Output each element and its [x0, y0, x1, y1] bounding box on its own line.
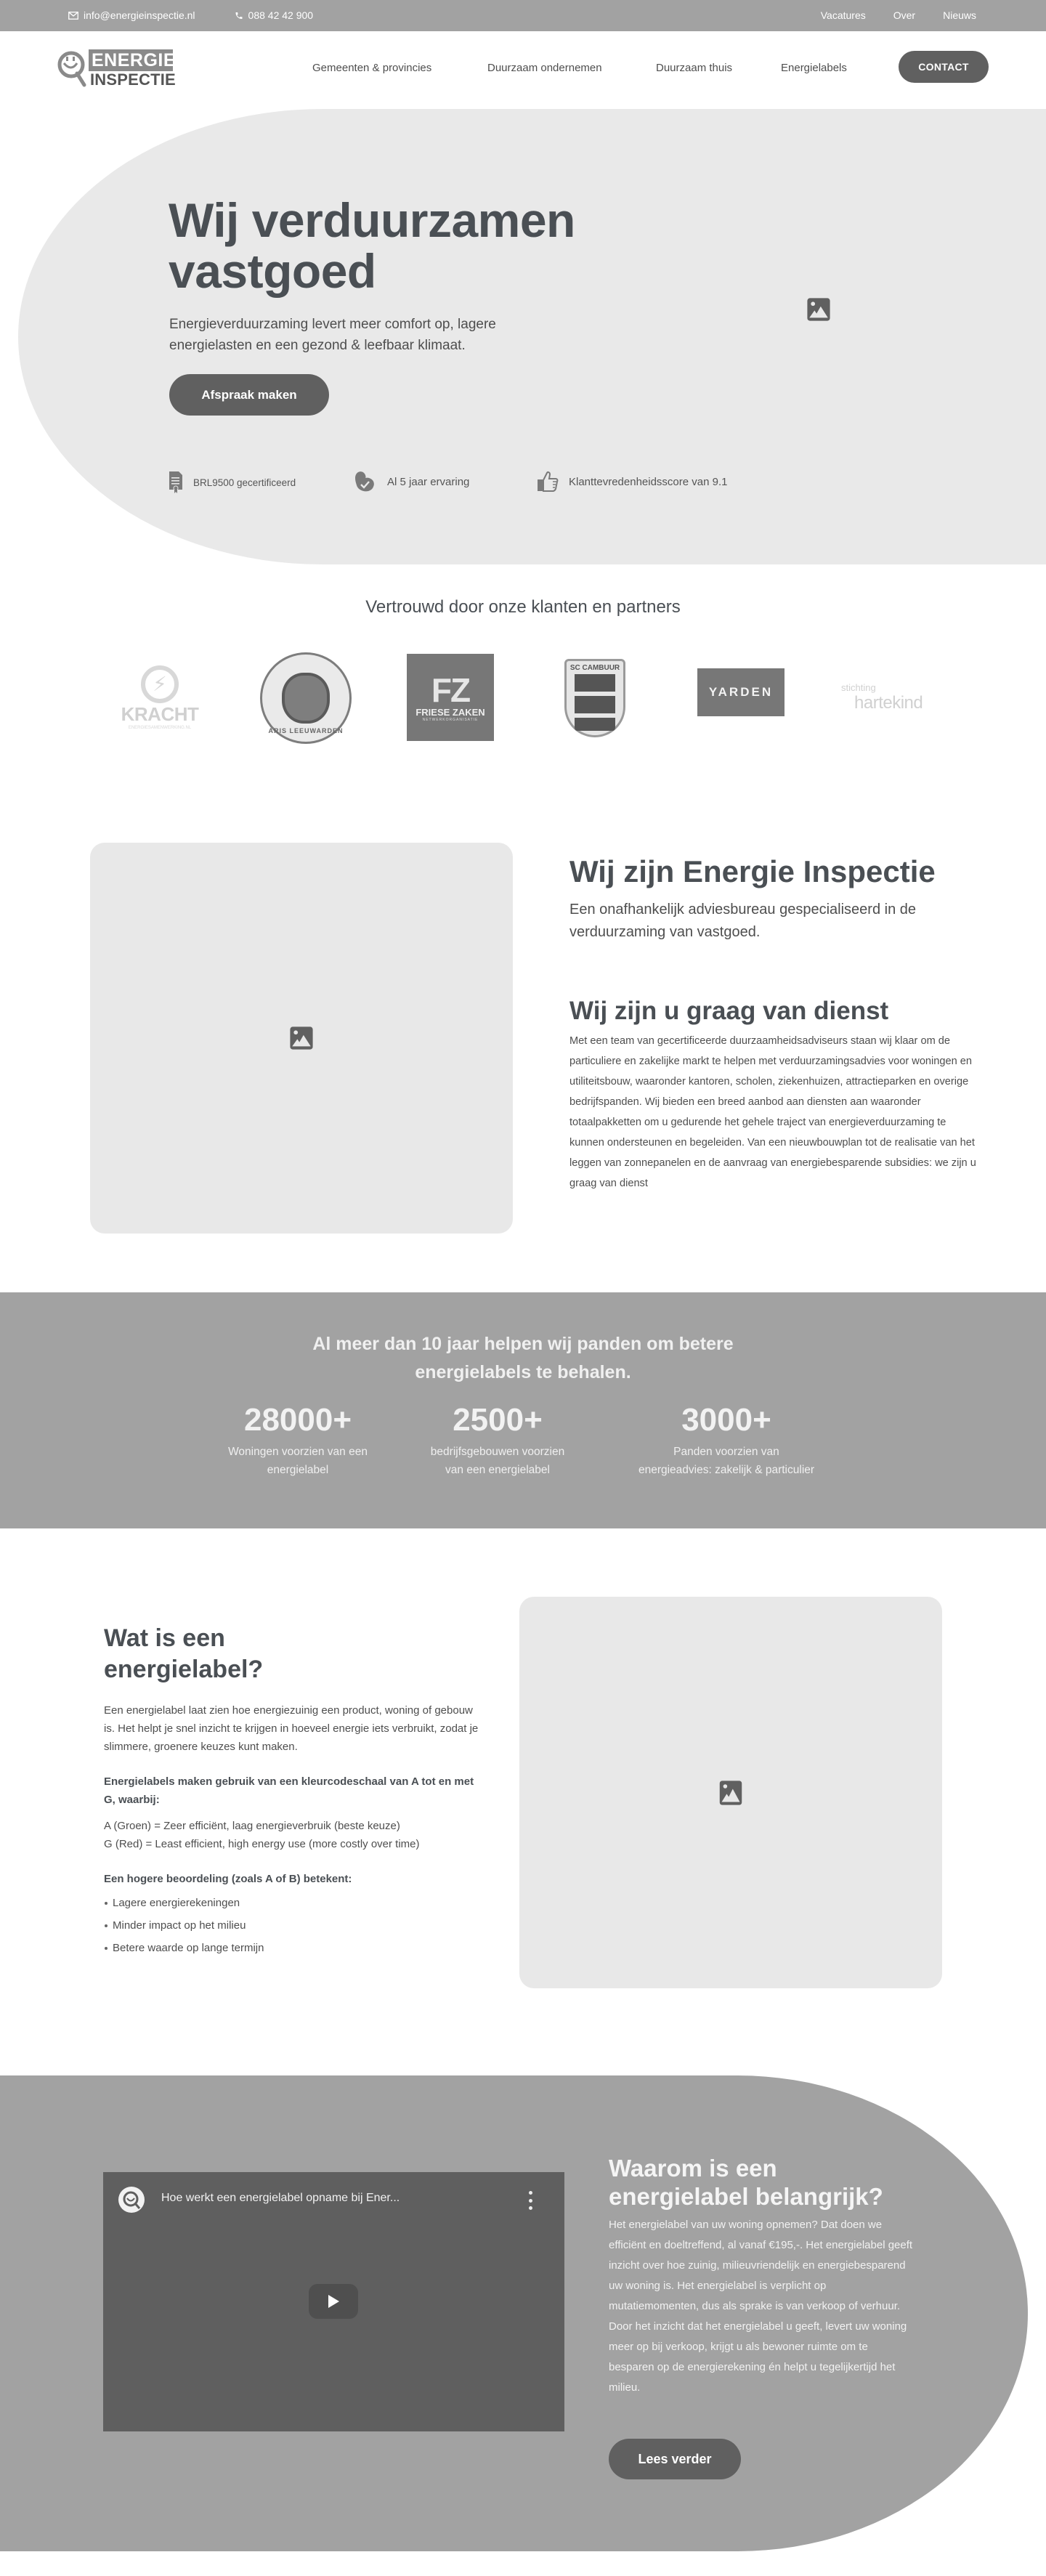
certificate-icon — [169, 471, 183, 494]
read-more-button[interactable]: Lees verder — [609, 2439, 741, 2479]
thumbs-up-icon — [537, 471, 559, 493]
benefit-item: Lagere energierekeningen — [104, 1892, 482, 1914]
hero-title — [169, 195, 575, 296]
nav-duurzaam-ondernemen[interactable]: Duurzaam ondernemen — [487, 62, 602, 74]
hero-title-line-1: Wij verduurzamen — [169, 193, 575, 247]
nav-duurzaam-thuis[interactable]: Duurzaam thuis — [656, 62, 733, 74]
partner-kracht-sub: ENERGIESAMENWERKING.NL — [128, 725, 192, 730]
energielabel-intro: Een energielabel laat zien hoe energiezuinig een product, woning of gebouw is. Het helpt je snel inzicht te krijgen in hoeveel energie iets verbruikt, zodat je slimmere, groenere keuzes kunt maken. — [104, 1704, 479, 1753]
play-icon — [327, 2294, 340, 2309]
energielabel-benefits-list — [104, 1892, 482, 1959]
check-badge-icon — [354, 471, 377, 493]
email-link[interactable] — [68, 9, 195, 21]
energielabel-scale-g: G (Red) = Least efficient, high energy use (more costly over time) — [104, 1838, 420, 1850]
about-subtitle: Wij zijn u graag van dienst — [569, 997, 889, 1025]
hero-title-line-2: vastgoed — [169, 244, 376, 298]
cambuur-shield-icon — [575, 674, 615, 731]
logo-text-inspectie: INSPECTIE — [90, 70, 176, 89]
partner-logo-friese-zaken — [407, 654, 494, 741]
stat-label: bedrijfsgebouwen voorzien van een energielabel — [430, 1446, 565, 1476]
partner-logo-sc-cambuur — [564, 659, 625, 737]
top-link-vacatures[interactable]: Vacatures — [820, 9, 866, 21]
lightning-icon: ⚡︎ — [141, 665, 179, 703]
channel-avatar[interactable] — [118, 2187, 145, 2213]
about-title: Wij zijn Energie Inspectie — [569, 854, 936, 888]
stat-woningen — [225, 1404, 370, 1479]
stats-band — [0, 1292, 1046, 1528]
about-image-placeholder — [90, 843, 513, 1234]
stat-value: 28000+ — [243, 1402, 352, 1438]
badge-score-label: Klanttevredenheidsscore van 9.1 — [569, 475, 728, 488]
stat-value: 3000+ — [681, 1402, 771, 1438]
partner-yarden-name: YARDEN — [708, 685, 774, 699]
stat-bedrijfsgebouwen — [421, 1404, 574, 1479]
benefit-item: Betere waarde op lange termijn — [104, 1937, 482, 1959]
partner-friese-name: FRIESE ZAKEN — [415, 706, 485, 718]
image-icon — [289, 1026, 314, 1050]
nav-gemeenten-provincies[interactable]: Gemeenten & provincies — [312, 62, 432, 74]
partner-kracht-name: KRACHT — [121, 702, 199, 725]
top-link-nieuws[interactable]: Nieuws — [943, 9, 976, 21]
partner-logo-stichting-hartekind — [841, 657, 921, 737]
mail-icon — [68, 12, 78, 20]
about-body: Met een team van gecertificeerde duurzaamheidsadviseurs staan wij klaar om de particuliere en zakelijke markt te helpen met verduurzamingsadvies voor woningen en utiliteitsbouw, waaronder kantoren, scholen, ziekenhuizen, attractieparken en overige bedrijfspanden. Wij bieden een breed aanbod aan diensten aan waaronder totaalpakketten om u gedurende het gehele traject van energieverduurzaming te kunnen ondersteunen en begeleiden. Van een nieuwbouwplan tot de realisatie van het leggen van zonnepanelen en de aanvraag van energiebesparende subsidies: we zijn u graag van dienst — [569, 1035, 976, 1189]
why-body: Het energielabel van uw woning opnemen? Dat doen we efficiënt en doeltreffend, al vanaf €195,-. Het energielabel geeft inzicht over hoe zuinig, milieuvriendelijk en energiebesparend uw woning is. Het energielabel is verplicht op mutatiemomenten, dus als sprake is van verkoop of verhuur. Door het inzicht dat het energielabel u geeft, levert uw woning meer op bij verkoop, krijgt u als bewoner ruimte om te besparen op de energierekening én helpt u tegelijkertijd het milieu. — [609, 2219, 913, 2394]
email-text: info@energieinspectie.nl — [84, 9, 195, 21]
nav-energielabels[interactable]: Energielabels — [781, 62, 847, 74]
play-button[interactable] — [309, 2284, 358, 2319]
badge-certified-label: BRL9500 gecertificeerd — [193, 477, 296, 488]
top-links — [821, 9, 976, 21]
top-link-over[interactable]: Over — [893, 9, 916, 21]
appointment-button[interactable]: Afspraak maken — [169, 374, 329, 416]
lion-emblem-icon — [282, 673, 330, 724]
top-bar — [0, 0, 1046, 31]
energielabel-title: Wat is een energielabel? — [104, 1624, 264, 1683]
hero-subtitle: Energieverduurzaming levert meer comfort op, lagere energielasten en een gezond & leefbaar klimaat. — [169, 317, 496, 353]
stat-label: Panden voorzien van energieadvies: zakelijk & particulier — [638, 1446, 815, 1476]
why-title: Waarom is een energielabel belangrijk? — [609, 2155, 883, 2210]
partner-hartekind-name: hartekind — [854, 692, 923, 713]
image-icon — [718, 1780, 743, 1806]
about-lead: Een onafhankelijk adviesbureau gespecialiseerd in de verduurzaming van vastgoed. — [569, 902, 916, 940]
partner-logo-yarden — [697, 668, 784, 716]
energielabel-scale-heading: Energielabels maken gebruik van een kleurcodeschaal van A tot en met G, waarbij: — [104, 1775, 474, 1806]
phone-icon — [235, 11, 243, 20]
energielabel-benefits-heading: Een hogere beoordeling (zoals A of B) betekent: — [104, 1873, 352, 1885]
phone-text: 088 42 42 900 — [248, 9, 314, 21]
logo-smiley-icon — [121, 2190, 142, 2210]
logo-text-energie: ENERGIE — [89, 49, 173, 71]
partner-friese-sub: NETWERKORGANISATIE — [422, 717, 479, 722]
logo-smiley-magnifier-icon — [57, 50, 89, 88]
badge-experience-label: Al 5 jaar ervaring — [387, 475, 470, 488]
stat-label: Woningen voorzien van een energielabel — [228, 1446, 368, 1476]
phone-link[interactable] — [235, 9, 314, 21]
top-contact-info — [68, 9, 313, 21]
video-title[interactable]: Hoe werkt een energielabel opname bij Ener... — [161, 2192, 400, 2204]
partner-aris-name: ARIS LEEUWARDEN — [268, 727, 344, 734]
logo[interactable] — [57, 47, 180, 92]
partners-title: Vertrouwd door onze klanten en partners — [365, 597, 681, 617]
contact-button[interactable]: CONTACT — [899, 51, 989, 83]
energielabel-scale-a: A (Groen) = Zeer efficiënt, laag energieverbruik (beste keuze) — [104, 1820, 400, 1832]
partner-logo-aris-leeuwarden — [260, 652, 352, 744]
stat-value: 2500+ — [453, 1402, 543, 1438]
stats-title: Al meer dan 10 jaar helpen wij panden om betere energielabels te behalen. — [312, 1334, 734, 1382]
energielabel-content — [104, 1701, 482, 1959]
partner-fz-mark: FZ — [431, 671, 470, 709]
hero-badges — [0, 471, 1046, 500]
image-icon — [806, 297, 831, 322]
badge-score — [537, 471, 727, 493]
partner-logo-kracht — [120, 657, 200, 737]
benefit-item: Minder impact op het milieu — [104, 1914, 482, 1937]
partner-hartekind-prefix: stichting — [841, 681, 876, 693]
stat-panden — [625, 1404, 828, 1479]
more-options-icon[interactable] — [527, 2191, 534, 2210]
video-embed[interactable] — [103, 2172, 564, 2431]
energielabel-image-placeholder — [519, 1597, 942, 1988]
badge-certified — [169, 471, 296, 494]
main-header — [0, 31, 1046, 110]
partner-cambuur-name: SC CAMBUUR — [569, 664, 620, 672]
badge-experience — [354, 471, 469, 493]
